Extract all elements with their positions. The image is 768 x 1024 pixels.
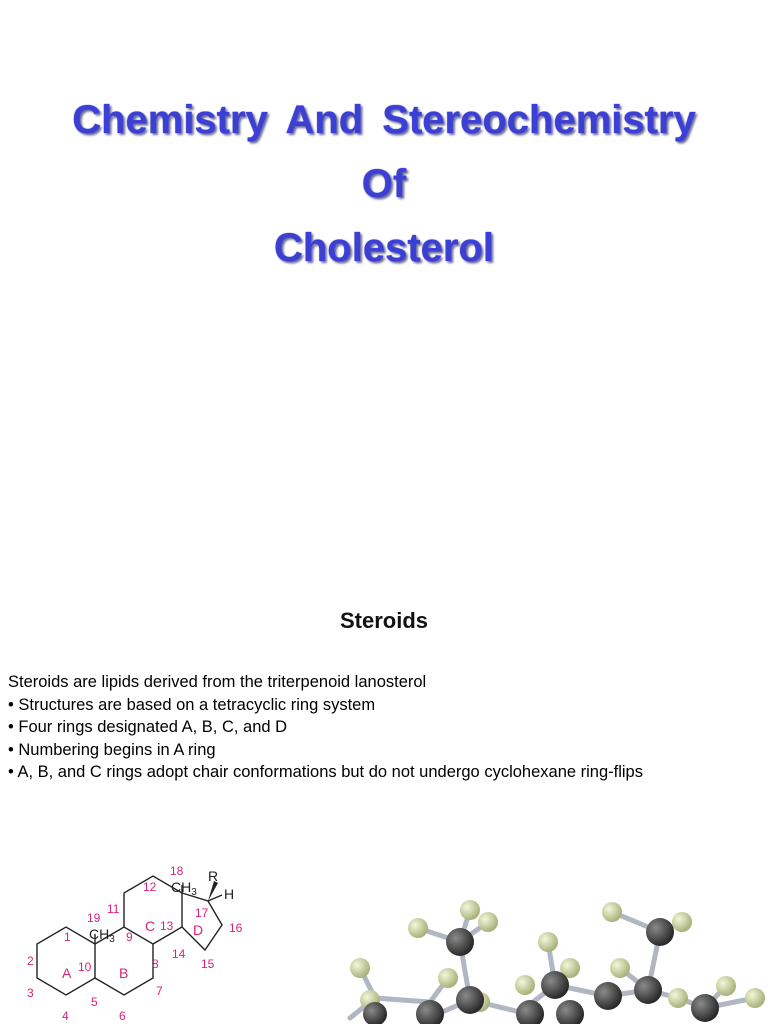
ball-and-stick-model [330, 880, 768, 1024]
svg-text:19: 19 [87, 911, 101, 925]
title-line-1: Chemistry And Stereochemistry [72, 98, 696, 142]
section-heading: Steroids [339, 608, 429, 633]
steroid-bullet-list [8, 671, 768, 784]
svg-text:C: C [145, 918, 156, 934]
svg-text:CH3: $CH_3$ [89, 926, 115, 945]
svg-text:11: 11 [107, 902, 120, 916]
svg-text:B: B [119, 965, 129, 981]
title-line-3: Cholesterol [273, 226, 495, 270]
svg-text:8: 8 [152, 957, 159, 971]
title-line-2: Of [361, 162, 407, 206]
list-item: • Numbering begins in A ring [8, 740, 216, 759]
svg-text:15: 15 [201, 957, 215, 971]
slide-title [0, 88, 768, 280]
list-item: Steroids are lipids derived from the triterpenoid lanosterol [8, 673, 427, 691]
svg-text:4: 4 [62, 1009, 69, 1023]
atom-numbers [27, 864, 243, 1023]
list-item: • A, B, and C rings adopt chair conformations but do not undergo cyclohexane ring-flips [8, 763, 643, 781]
svg-text:13: 13 [160, 919, 174, 933]
svg-text:D: D [193, 922, 204, 938]
svg-text:R: R [208, 868, 219, 884]
svg-text:9: 9 [126, 930, 133, 944]
svg-text:A: A [62, 965, 72, 981]
svg-text:5: 5 [91, 995, 98, 1009]
svg-text:2: 2 [27, 954, 34, 968]
svg-text:16: 16 [229, 921, 243, 935]
list-item: • Structures are based on a tetracyclic ring system [8, 695, 376, 714]
svg-text:1: 1 [64, 930, 71, 944]
svg-text:14: 14 [172, 947, 186, 961]
svg-text:10: 10 [78, 960, 92, 974]
steroid-ring-diagram [0, 855, 320, 1024]
svg-text:18: 18 [170, 864, 184, 878]
svg-text:17: 17 [195, 906, 209, 920]
svg-text:H: H [224, 886, 235, 902]
svg-text:CH3: $CH_3$ [171, 879, 197, 898]
svg-text:3: 3 [27, 986, 34, 1000]
svg-text:12: 12 [143, 880, 157, 894]
svg-text:7: 7 [156, 984, 163, 998]
svg-text:6: 6 [119, 1009, 126, 1023]
list-item: • Four rings designated A, B, C, and D [8, 718, 288, 736]
